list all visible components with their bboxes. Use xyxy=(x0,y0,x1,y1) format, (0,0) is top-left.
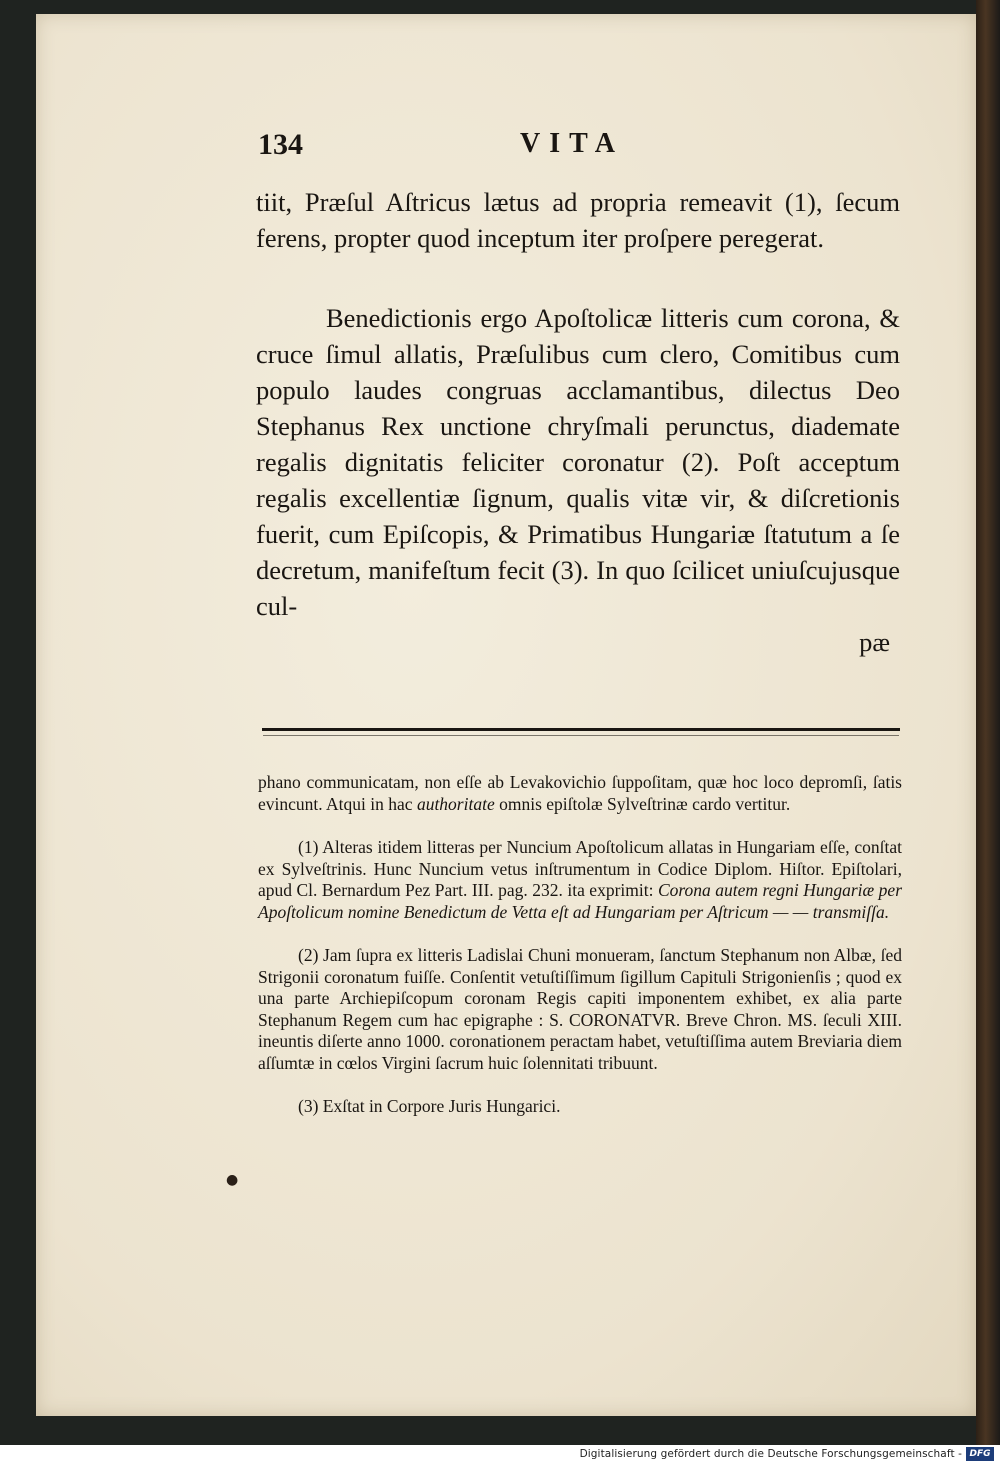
footer-bar xyxy=(0,1445,1000,1466)
main-paragraph: tiit, Præſul Aſtricus lætus ad propria remeavit (1), ſecum ferens, propter quod inceptum iter proſpere peregerat. xyxy=(256,187,900,253)
book-edge xyxy=(976,0,1000,1445)
dfg-logo: DFG xyxy=(966,1447,994,1461)
footnote-italic: Corona autem regni Hungariæ per Apoſtolicum nomine Benedictum de Vetta eſt ad Hungariam per Aſtricum — — transmiſſa. xyxy=(258,880,903,922)
footnote-text: phano communicatam, non eſſe ab Levakovichio ſuppoſitam, quæ hoc loco depromſi, ſatis evincunt. Atqui in hac xyxy=(258,772,902,814)
footnote-rule xyxy=(262,728,900,731)
footnote-3: (3) Exſtat in Corpore Juris Hungarici. xyxy=(298,1096,561,1116)
page-number: 134 xyxy=(258,128,303,161)
page-header xyxy=(258,128,898,168)
footnote-text: (1) Alteras itidem litteras per Nuncium Apoſtolicum allatas in Hungariam eſſe, conſtat ex Sylveſtrinis. Hunc Nuncium vetus inſtrumentum in Codice Diplom. Hiſtor. Epiſtolari, apud Cl. Bernardum Pez Part. III. pag. 232. ita exprimit: xyxy=(258,837,902,900)
catchword: pæ xyxy=(859,627,890,657)
footnote-italic: authoritate xyxy=(416,793,495,814)
main-text xyxy=(256,184,900,660)
footnote-1 xyxy=(258,837,902,923)
funding-note: Digitalisierung gefördert durch die Deutsche Forschungsgemeinschaft - xyxy=(579,1448,962,1460)
margin-mark-icon: ● xyxy=(226,1172,239,1188)
footnote-2: (2) Jam ſupra ex litteris Ladislai Chuni monueram, ſanctum Stephanum non Albæ, ſed Strigonii coronatum fuiſſe. Conſentit vetuſtiſſimum ſigillum Capituli Strigonienſis ; quod ex una parte Archiepiſcopum coronam Regis capiti imponentem exhibet, ex alia parte Stephanum Regem cum hac epigraphe : S. CORONATVR. Breve Chron. MS. ſeculi XIII. ineuntis diſerte anno 1000. coronationem peractam habet, vetuſtiſſima autem Breviaria diem aſſumtæ in cœlos Virgini ſacrum huic ſolennitati tribuunt. xyxy=(258,945,902,1073)
footnote-text: omnis epiſtolæ Sylveſtrinæ cardo vertitur. xyxy=(499,793,791,814)
main-paragraph: Benedictionis ergo Apoſtolicæ litteris cum corona, & cruce ſimul allatis, Præſulibus cum clero, Comitibus cum populo laudes congruas acclamantibus, dilectus Deo Stephanus Rex unctione chryſmali perunctus, diademate regalis dignitatis feliciter coronatur (2). Poſt acceptum regalis excellentiæ ſignum, qualis vitæ vir, & diſcretionis fuerit, cum Epiſcopis, & Primatibus Hungariæ ſtatutum a ſe decretum, manifeſtum fecit (3). In quo ſcilicet uniuſcujusque cul- xyxy=(256,303,900,621)
running-title: VITA xyxy=(520,128,624,159)
footnote-continuation xyxy=(258,772,902,815)
footnotes xyxy=(258,772,902,1140)
